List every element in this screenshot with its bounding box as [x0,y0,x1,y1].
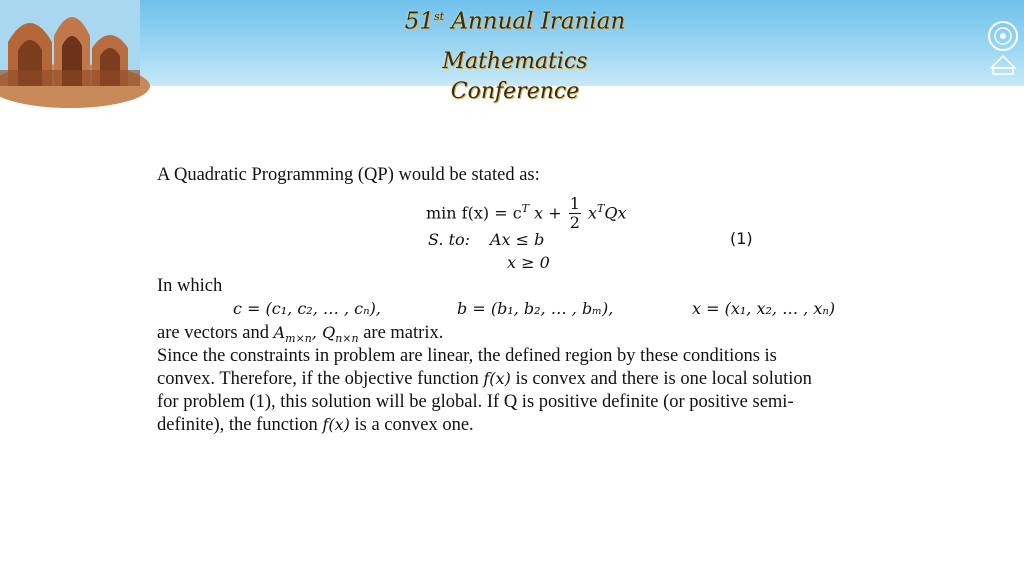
header-banner [0,0,1024,104]
intro-text: A Quadratic Programming (QP) would be stated as: [157,165,540,185]
vector-b: b = (b₁, b₂, … , bₘ), [457,299,614,318]
objective-function: $\min f(x) = c^T$ x + $\frac{1}{2}$ $x^TQx$ [426,194,627,233]
university-logo [985,18,1021,80]
paragraph-line-3: for problem (1), this solution will be global. If Q is positive definite (or positive semi- [157,392,794,412]
conference-title-line1: 51st Annual Iranian [404,8,626,35]
paragraph-line-2: convex. Therefore, if the objective function f(x) is convex and there is one local solution [157,369,812,389]
constraint-x-ge-0: x ≥ 0 [507,253,550,272]
are-vectors-line: are vectors and $A_{m\times n}$, $Q_{n\times n}$ are matrix. [157,323,444,346]
fraction-one-half: $\frac{1}{2}$ [569,194,580,233]
subject-to-label: S. to: [428,230,471,249]
equation-number: (1) [730,229,753,248]
conference-title-line2: Mathematics Conference [442,48,588,104]
in-which-text: In which [157,276,223,296]
vector-x: x = (x₁, x₂, … , xₙ) [692,299,836,318]
historic-building-illustration [0,0,140,86]
paragraph-line-4: definite), the function f(x) is a convex one. [157,415,474,435]
constraint-ax-le-b: Ax ≤ b [490,230,545,249]
paragraph-line-1: Since the constraints in problem are linear, the defined region by these conditions is [157,346,777,366]
vector-c: c = (c₁, c₂, … , cₙ), [233,299,381,318]
conference-title [395,2,635,107]
